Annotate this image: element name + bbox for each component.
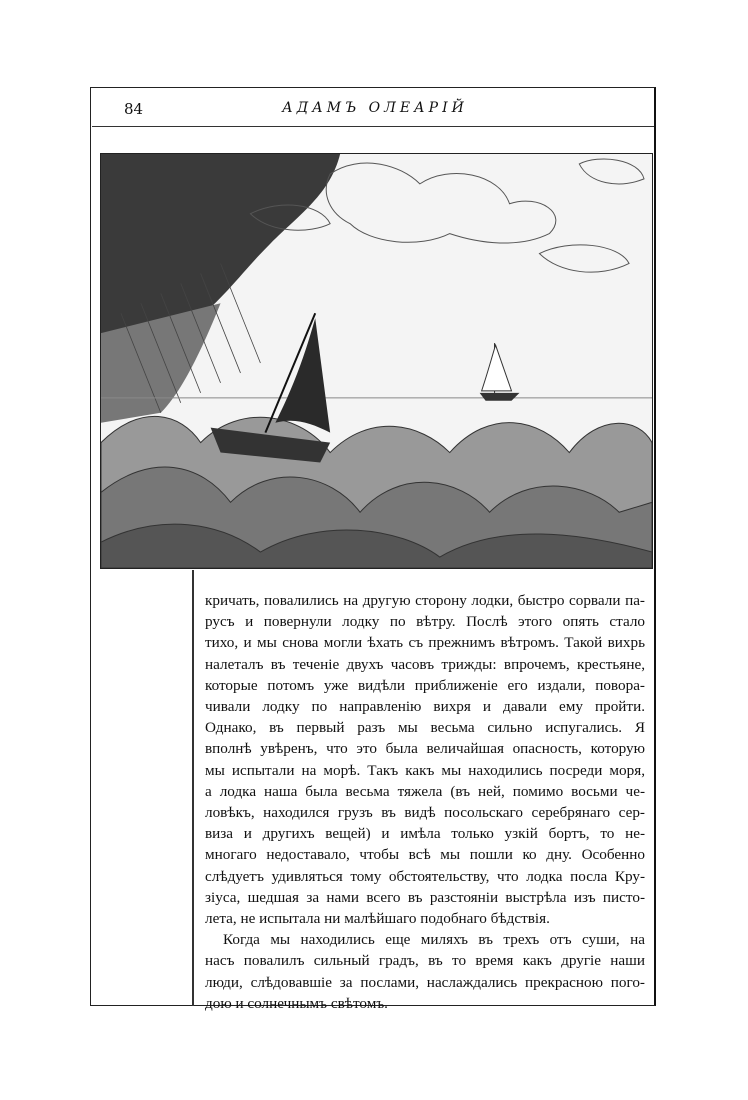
text-line: которые потомъ уже видѣли приближеніе его издали, повора-: [205, 676, 645, 694]
body-text: [205, 590, 645, 1014]
text-line: русъ и повернули лодку по вѣтру. Послѣ этого опять стало: [205, 613, 645, 631]
text-line: вполнѣ увѣренъ, что это была величайшая опасность, которую: [205, 740, 645, 758]
text-line: зіуса, шедшая за нами всего въ разстояніи выстрѣла изъ писто-: [205, 888, 645, 906]
text-line: многаго недоставало, чтобы всѣ мы пошли ко дну. Особенно: [205, 846, 645, 864]
text-line: люди, слѣдовавшіе за послами, наслаждались прекрасною пого-: [205, 973, 645, 991]
text-line: слѣдуетъ удивляться тому обстоятельству, что лодка посла Кру-: [205, 867, 645, 885]
storm-at-sea-engraving: [100, 153, 653, 569]
text-line: дою и солнечнымъ свѣтомъ.: [205, 994, 388, 1012]
text-line: налеталъ въ теченіе двухъ часовъ трижды: впрочемъ, крестьяне,: [205, 655, 645, 673]
text-line: насъ повалилъ сильный градъ, въ то время какъ другіе наши: [205, 952, 645, 970]
page-number: 84: [124, 100, 144, 118]
text-line: тихо, и мы снова могли ѣхать съ прежнимъ вѣтромъ. Такой вихрь: [205, 634, 645, 652]
text-line: лета, не испытала ни малѣйшаго подобнаго бѣдствія.: [205, 910, 550, 928]
text-line: виза и другихъ вещей) и имѣла только узкій бортъ, то не-: [205, 825, 645, 843]
header-rule: [92, 126, 654, 127]
text-line: мы испытали на морѣ. Такъ какъ мы находились посреди моря,: [205, 761, 645, 779]
column-rule: [192, 570, 194, 1006]
text-line: чивали лодку по направленію вихря и давали ему пройти.: [205, 698, 645, 716]
text-line: кричать, повалились на другую сторону лодки, быстро сорвали па-: [205, 592, 645, 609]
text-line: Однако, въ первый разъ мы весьма сильно испугались. Я: [205, 719, 645, 737]
text-line: ловѣкъ, находился грузъ въ видѣ посольскаго серебрянаго сер-: [205, 804, 645, 822]
running-title: АДАМЪ ОЛЕАРІЙ: [282, 100, 468, 116]
text-line: а лодка наша была весьма тяжела (въ ней, помимо восьми че-: [205, 782, 645, 800]
text-line: Когда мы находились еще миляхъ въ трехъ отъ суши, на: [223, 931, 645, 949]
